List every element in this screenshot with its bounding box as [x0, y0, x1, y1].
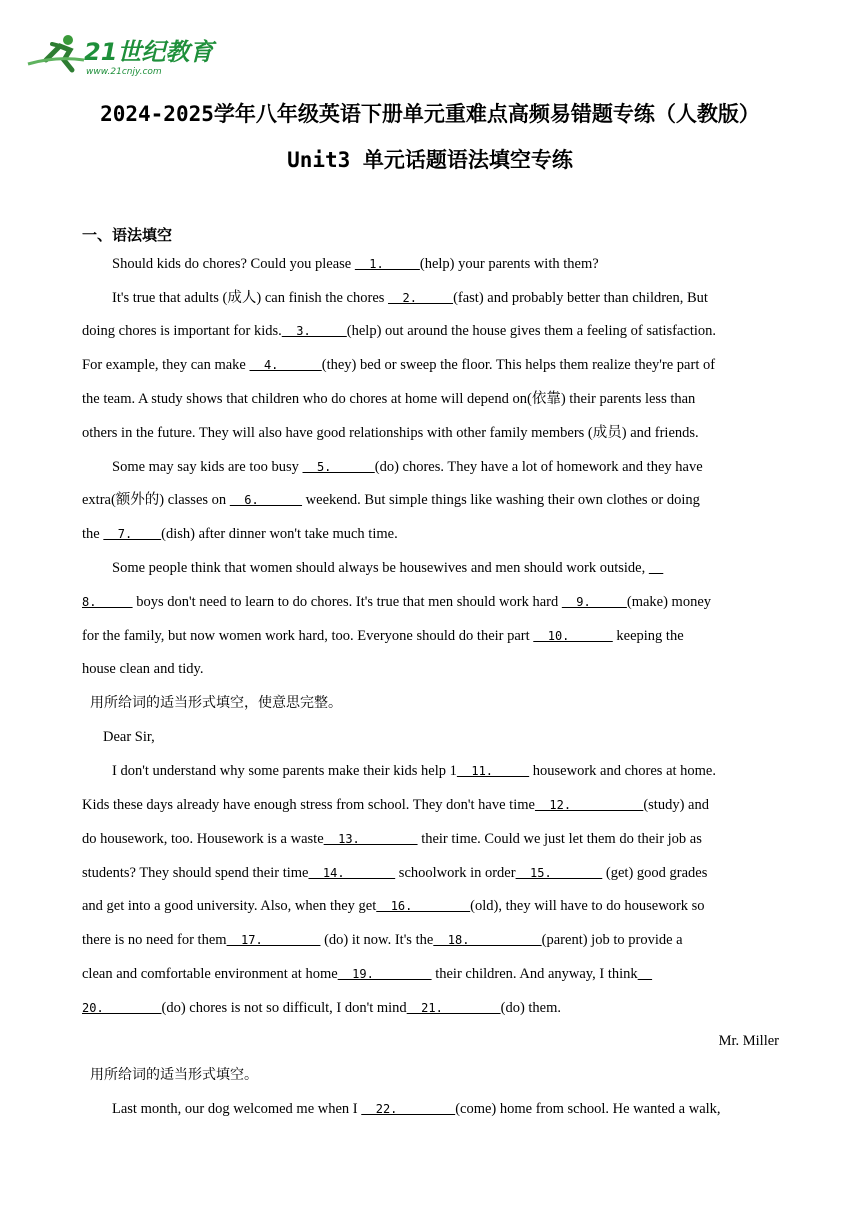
logo-url-text: www.21cnjy.com — [86, 67, 162, 77]
passage2-line: Kids these days already have enough stress from school. They don't have time 12. (study) and — [82, 797, 709, 813]
blank-21[interactable]: 21. — [406, 1001, 501, 1015]
passage1-line: It's true that adults (成人) can finish the chores 2. (fast) and probably better than children, But — [112, 290, 708, 306]
document-title: 2024-2025学年八年级英语下册单元重难点高频易错题专练（人教版） — [100, 102, 760, 126]
blank-13[interactable]: 13. — [323, 832, 418, 846]
passage1-line: For example, they can make 4. (they) bed or sweep the floor. This helps them realize they're part of — [82, 357, 716, 373]
passage1-line: extra(额外的) classes on 6. weekend. But simple things like washing their own clothes or doing — [82, 492, 700, 508]
document-subtitle: Unit3 单元话题语法填空专练 — [287, 148, 573, 172]
blank-8[interactable]: 8. — [82, 595, 133, 609]
blank-20[interactable]: 20. — [82, 1001, 162, 1015]
blank-15[interactable]: 15. — [515, 866, 603, 880]
letter-greeting: Dear Sir, — [103, 729, 155, 745]
passage1-line: Some people think that women should always be housewives and men should work outside, — [112, 559, 812, 577]
passage3-line: Last month, our dog welcomed me when I 22. (come) home from school. He wanted a walk, — [112, 1101, 721, 1117]
passage1-line: the team. A study shows that children who do chores at home will depend on(依靠) their parents less than — [82, 391, 696, 407]
passage1-line: Should kids do chores? Could you please 1. (help) your parents with them? — [112, 256, 599, 272]
blank-16[interactable]: 16. — [376, 899, 471, 913]
passage1-line: 8. boys don't need to learn to do chores. It's true that men should work hard 9. (make) money — [82, 594, 712, 610]
runner-logo-icon — [28, 35, 84, 70]
blank-8-start[interactable] — [649, 561, 663, 575]
instruction-text: 用所给词的适当形式填空，使意思完整。 — [90, 695, 342, 711]
blank-2[interactable]: 2. — [388, 291, 454, 305]
passage2-line: there is no need for them 17. (do) it now. It's the 18. (parent) job to provide a — [82, 932, 683, 948]
passage2-line: clean and comfortable environment at home 19. their children. And anyway, I think — [82, 965, 782, 983]
passage2-line: and get into a good university. Also, when they get 16. (old), they will have to do housework so — [82, 898, 705, 914]
blank-5[interactable]: 5. — [302, 460, 375, 474]
passage1-line: others in the future. They will also have good relationships with other family members (成员) and friends. — [82, 425, 699, 441]
blank-7[interactable]: 7. — [103, 527, 162, 541]
blank-11[interactable]: 11. — [456, 764, 530, 778]
passage1-line: the 7. (dish) after dinner won't take much time. — [82, 526, 398, 542]
blank-10[interactable]: 10. — [533, 629, 613, 643]
passage2-line: do housework, too. Housework is a waste 13. their time. Could we just let them do their job as — [82, 831, 702, 847]
passage1-line: Some may say kids are too busy 5. (do) chores. They have a lot of homework and they have — [112, 459, 703, 475]
blank-18[interactable]: 18. — [433, 933, 542, 947]
blank-3[interactable]: 3. — [281, 324, 347, 338]
blank-14[interactable]: 14. — [308, 866, 396, 880]
passage2-line: 20. (do) chores is not so difficult, I don't mind 21. (do) them. — [82, 1000, 562, 1016]
instruction-text: 用所给词的适当形式填空。 — [90, 1067, 258, 1083]
logo-brand-text: 21世纪教育 — [84, 38, 214, 66]
blank-12[interactable]: 12. — [534, 798, 644, 812]
passage2-line: I don't understand why some parents make their kids help 1 11. housework and chores at home. — [112, 763, 716, 779]
blank-6[interactable]: 6. — [229, 493, 303, 507]
letter-signature: Mr. Miller — [718, 1033, 779, 1049]
passage1-line: house clean and tidy. — [82, 661, 204, 677]
passage2-line: students? They should spend their time 14. schoolwork in order 15. (get) good grades — [82, 865, 708, 881]
blank-1[interactable]: 1. — [354, 257, 420, 271]
blank-4[interactable]: 4. — [249, 358, 322, 372]
site-logo — [26, 30, 214, 78]
blank-17[interactable]: 17. — [226, 933, 321, 947]
blank-22[interactable]: 22. — [361, 1102, 456, 1116]
blank-9[interactable]: 9. — [561, 595, 627, 609]
passage1-line: doing chores is important for kids. 3. (help) out around the house gives them a feeling of satisfaction. — [82, 323, 717, 339]
section-heading: 一、语法填空 — [82, 226, 173, 244]
blank-20-start[interactable] — [638, 967, 652, 981]
passage1-line: for the family, but now women work hard, too. Everyone should do their part 10. keeping the — [82, 628, 684, 644]
blank-19[interactable]: 19. — [337, 967, 432, 981]
